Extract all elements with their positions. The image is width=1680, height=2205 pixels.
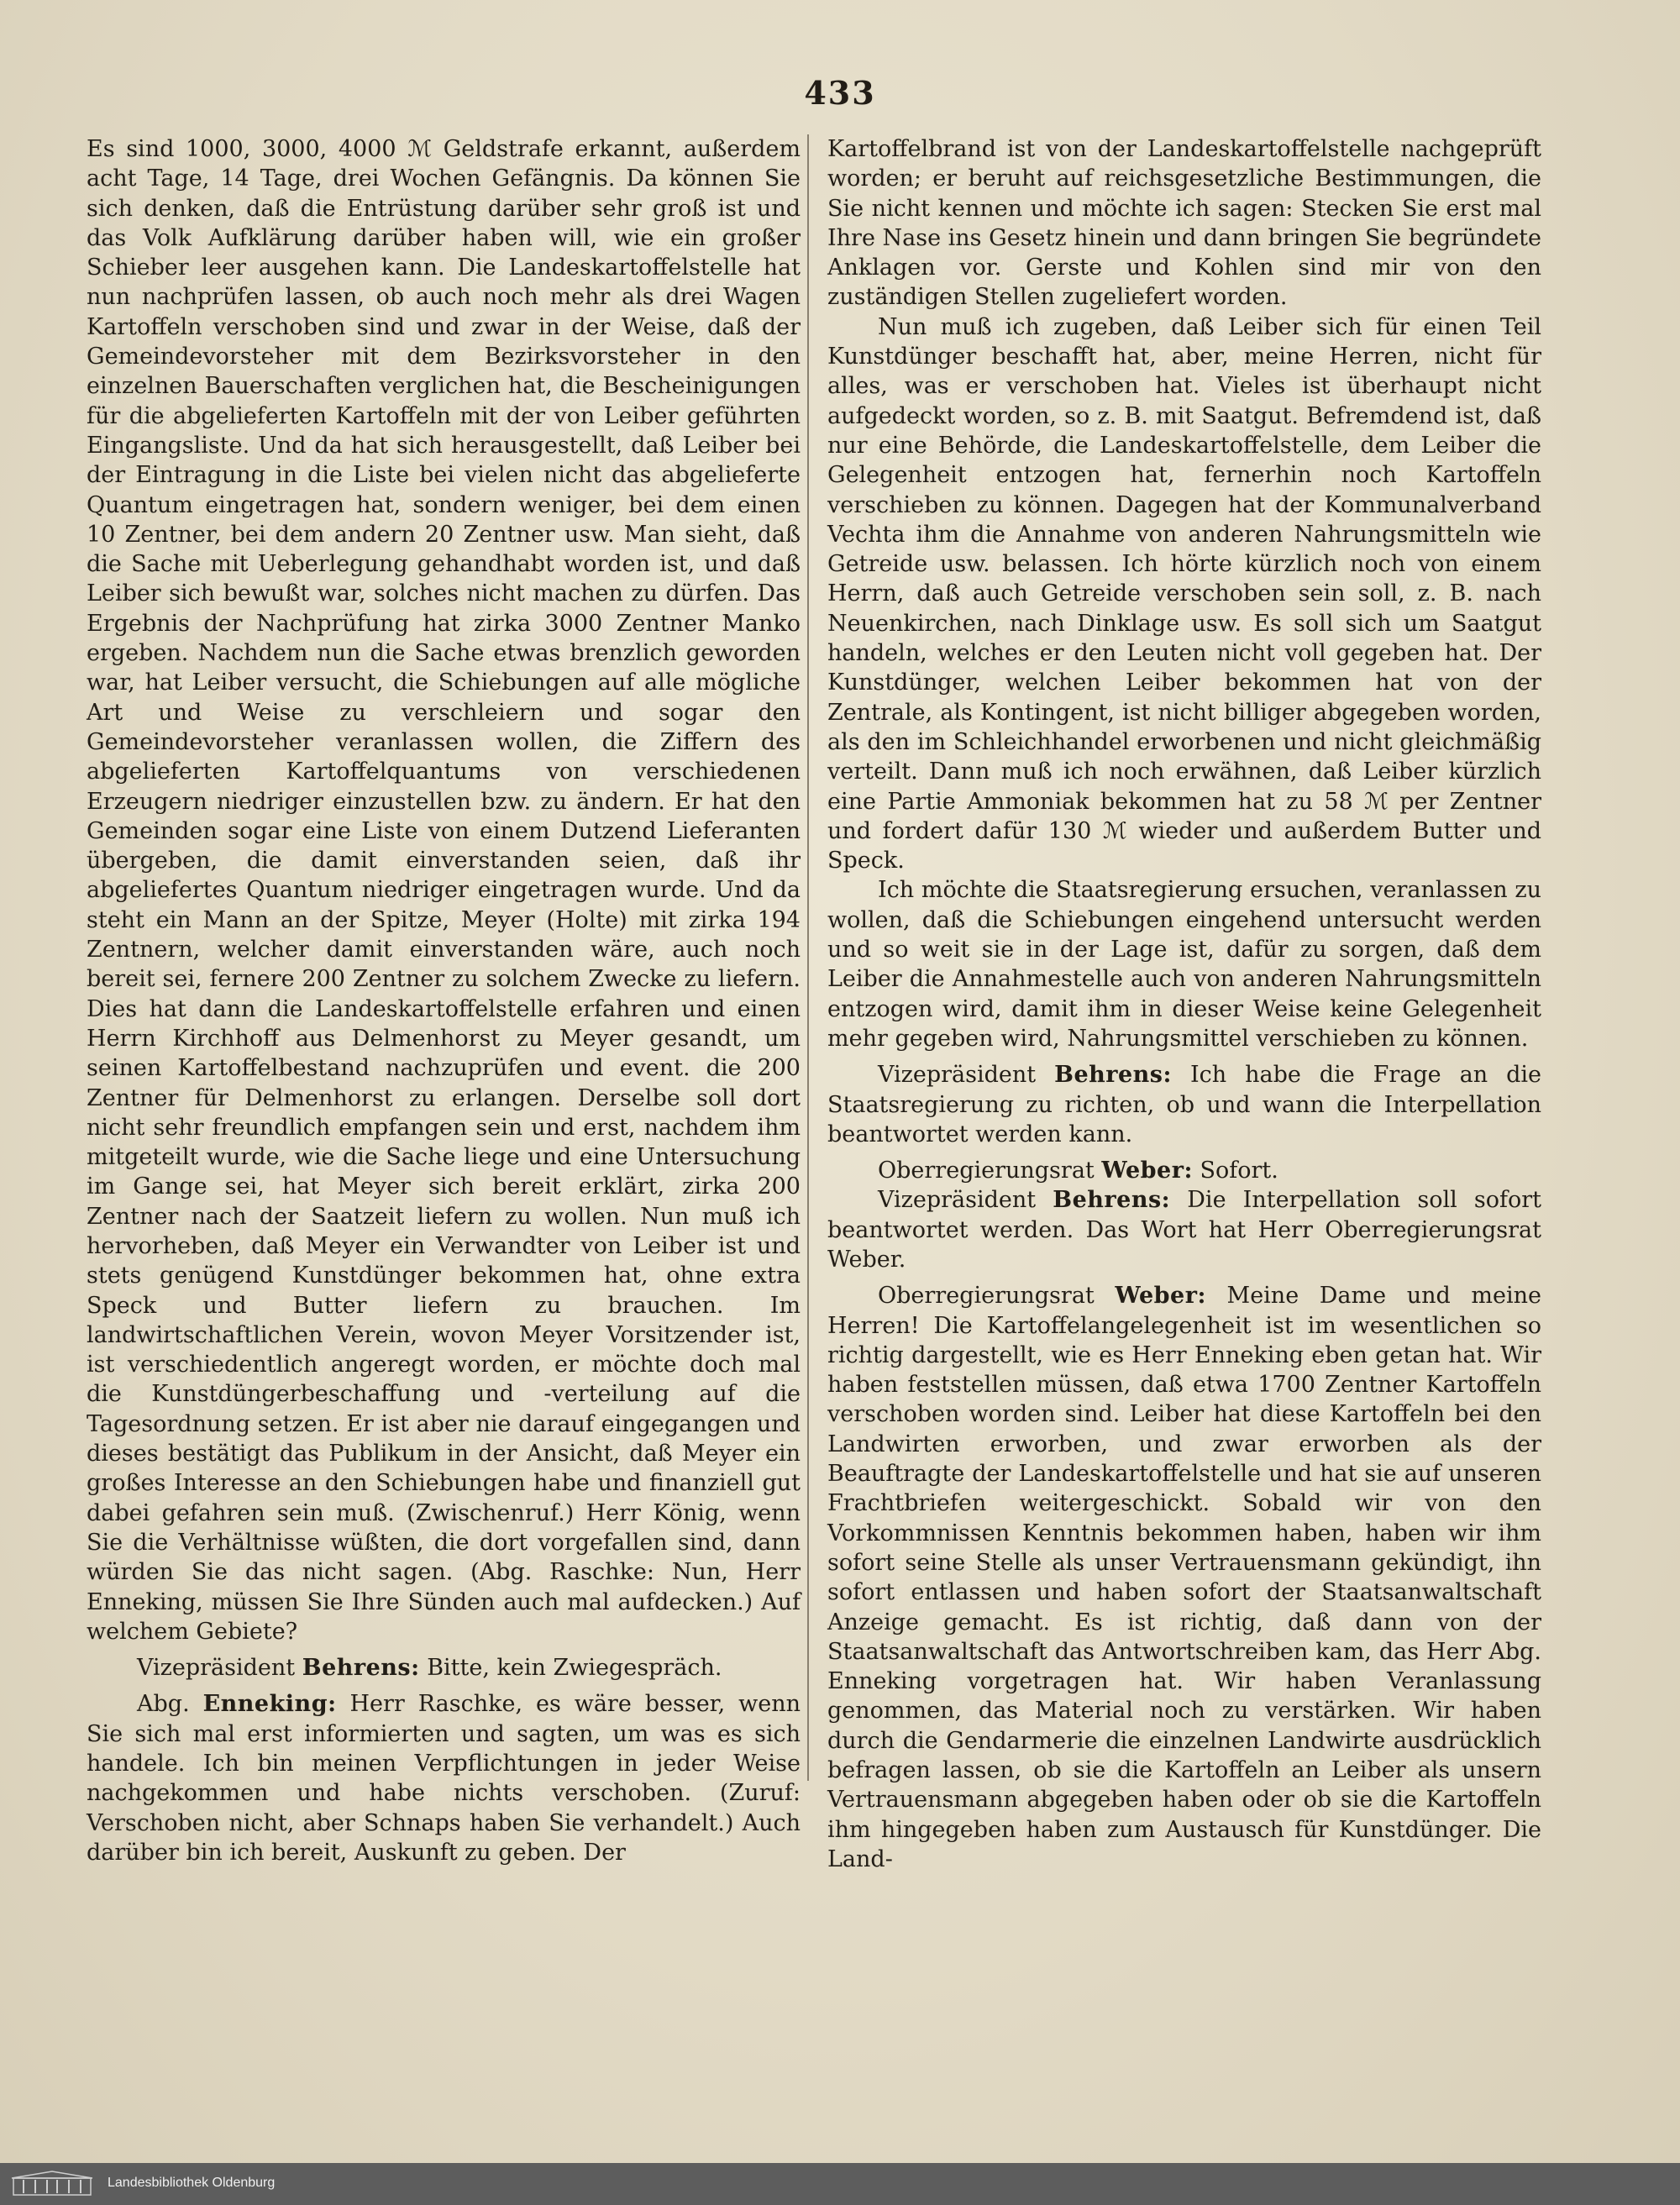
speech-text: Bitte, kein Zwiegespräch. bbox=[427, 1655, 722, 1682]
column-divider bbox=[807, 134, 809, 1781]
page-number: 433 bbox=[804, 74, 876, 112]
speech-text: Sofort. bbox=[1200, 1158, 1278, 1184]
speech-text: Herr Raschke, es wäre besser, wenn Sie sich mal erst informierten und sagten, um was es sich handele. Ich bin meinen Verpflichtungen in jeder Weise nachgekommen und habe nichts verschoben. (Zuruf: Verschoben nicht, aber Schnaps haben Sie verhandelt.) Auch darüber bin ich bereit, Auskunft zu geben. Der bbox=[87, 1691, 801, 1866]
left-paragraph: Es sind 1000, 3000, 4000 ℳ Geldstrafe erkannt, außerdem acht Tage, 14 Tage, drei Wochen Gefängnis. Da können Sie sich denken, daß die Entrüstung darüber sehr groß ist und das Volk Aufklärung darüber haben will, wie ein großer Schieber leer ausgehen kann. Die Landeskartoffelstelle hat nun nachprüfen lassen, ob auch noch mehr als drei Wagen Kartoffeln verschoben sind und zwar in der Weise, daß der Gemeindevorsteher mit dem Bezirksvorsteher in den einzelnen Bauerschaften verglichen hat, die Bescheinigungen für die abgelieferten Kartoffeln mit der von Leiber geführten Eingangsliste. Und da hat sich herausgestellt, daß Leiber bei der Eintragung in die Liste bei vielen nicht das abgelieferte Quantum eingetragen hat, sondern weniger, bei dem einen 10 Zentner, bei dem andern 20 Zentner usw. Man sieht, daß die Sache mit Ueberlegung gehandhabt worden ist, und daß Leiber sich bewußt war, solches nicht machen zu dürfen. Das Ergebnis der Nachprüfung hat zirka 3000 Zentner Manko ergeben. Nachdem nun die Sache etwas brenzlich geworden war, hat Leiber versucht, die Schiebungen auf alle mögliche Art und Weise zu verschleiern und sogar den Gemeindevorsteher veranlassen wollen, die Ziffern des abgelieferten Kartoffelquantums von verschiedenen Erzeugern niedriger einzustellen bzw. zu ändern. Er hat den Gemeinden sogar eine Liste von einem Dutzend Lieferanten übergeben, die damit einverstanden seien, daß ihr abgeliefertes Quantum niedriger eingetragen wurde. Und da steht ein Mann an der Spitze, Meyer (Holte) mit zirka 194 Zentnern, welcher damit einverstanden wäre, auch noch bereit sei, fernere 200 Zentner zu solchem Zwecke zu liefern. Dies hat dann die Landeskartoffelstelle erfahren und einen Herrn Kirchhoff aus Delmenhorst zu Meyer gesandt, um seinen Kartoffelbestand nachzuprüfen und event. die 200 Zentner für Delmenhorst zu erlangen. Derselbe soll dort nicht sehr freundlich empfangen sein und erst, nachdem ihm mitgeteilt wurde, wie die Sache liege und eine Untersuchung im Gange sei, hat Meyer sich bereit erklärt, zirka 200 Zentner nach der Saatzeit liefern zu wollen. Nun muß ich hervorheben, daß Meyer ein Verwandter von Leiber ist und stets genügend Kunstdünger bekommen hat, ohne extra Speck und Butter liefern zu brauchen. Im landwirtschaftlichen Verein, wovon Meyer Vorsitzender ist, ist verschiedentlich angeregt worden, er möchte doch mal die Kunstdüngerbeschaffung und -verteilung auf die Tagesordnung setzen. Er ist aber nie darauf eingegangen und dieses bestätigt das Publikum in der Ansicht, daß Meyer ein großes Interesse an den Schiebungen habe und finanziell gut dabei gefahren sein muß. (Zwischenruf.) Herr König, wenn Sie die Verhältnisse wüßten, die dort vorgefallen sind, dann würden Sie das nicht sagen. (Abg. Raschke: Nun, Herr Enneking, müssen Sie Ihre Sünden auch mal aufdecken.) Auf welchem Gebiete? bbox=[87, 136, 801, 1645]
speech-enneking bbox=[87, 1689, 801, 1867]
speech-vizepraesident-behrens-1 bbox=[87, 1653, 801, 1683]
right-paragraph-2: Nun muß ich zugeben, daß Leiber sich für einen Teil Kunstdünger beschafft hat, aber, meine Herren, nicht für alles, was er verschoben hat. Vieles ist überhaupt nicht aufgedeckt worden, so z. B. mit Saatgut. Befremdend ist, daß nur eine Behörde, die Landeskartoffelstelle, dem Leiber die Gelegenheit entzogen hat, fernerhin noch Kartoffeln verschieben zu können. Dagegen hat der Kommunalverband Vechta ihm die Annahme von anderen Nahrungsmitteln wie Getreide usw. belassen. Ich hörte kürzlich noch von einem Herrn, daß auch Getreide verschoben sein soll, z. B. nach Neuenkirchen, nach Dinklage usw. Es soll sich um Saatgut handeln, welches er den Leuten nicht voll gegeben hat. Der Kunstdünger, welchen Leiber bekommen hat von der Zentrale, als Kontingent, ist nicht billiger abgegeben worden, als den im Schleichhandel erworbenen und nicht gleichmäßig verteilt. Dann muß ich noch erwähnen, daß Leiber kürzlich eine Partie Ammoniak bekommen hat zu 58 ℳ per Zentner und fordert dafür 130 ℳ wieder und außerdem Butter und Speck. bbox=[827, 313, 1541, 874]
speaker-name: Behrens: bbox=[302, 1655, 420, 1682]
speech-weber-1 bbox=[827, 1156, 1541, 1185]
speech-text: Die Interpellation soll sofort beantwortet werden. Das Wort hat Herr Oberregierungsrat Weber. bbox=[827, 1187, 1541, 1273]
speaker-name: Weber: bbox=[1101, 1158, 1193, 1184]
library-name: Landesbibliothek Oldenburg bbox=[108, 2176, 276, 2190]
speech-weber-2 bbox=[827, 1281, 1541, 1874]
speaker-title: Oberregierungsrat bbox=[878, 1283, 1095, 1310]
speech-text: Ich habe die Frage an die Staatsregierung zu richten, ob und wann die Interpellation beantwortet werden kann. bbox=[827, 1062, 1541, 1147]
speaker-name: Weber: bbox=[1115, 1283, 1206, 1310]
speaker-title: Oberregierungsrat bbox=[878, 1158, 1095, 1184]
speech-vizepraesident-behrens-2 bbox=[827, 1060, 1541, 1149]
footer-bar bbox=[0, 2163, 1680, 2205]
right-paragraph-1: Kartoffelbrand ist von der Landeskartoffelstelle nachgeprüft worden; er beruht auf reichsgesetzliche Bestimmungen, die Sie nicht kennen und möchte ich sagen: Stecken Sie erst mal Ihre Nase ins Gesetz hinein und dann bringen Sie begründete Anklagen vor. Gerste und Kohlen sind mir von den zuständigen Stellen zugeliefert worden. bbox=[827, 136, 1542, 311]
speaker-title: Vizepräsident bbox=[137, 1655, 296, 1682]
left-column bbox=[87, 134, 801, 1867]
library-building-icon bbox=[10, 2170, 94, 2198]
speaker-name: Behrens: bbox=[1054, 1062, 1172, 1089]
right-paragraph-3: Ich möchte die Staatsregierung ersuchen, veranlassen zu wollen, daß die Schiebungen eingehend untersucht werden und so weit sie in der Lage ist, dafür zu sorgen, daß dem Leiber die Annahmestelle auch von anderen Nahrungsmitteln entzogen wird, damit ihm in dieser Weise keine Gelegenheit mehr gegeben wird, Nahrungsmittel verschieben zu können. bbox=[827, 877, 1541, 1052]
right-column bbox=[827, 134, 1541, 1874]
speaker-title: Vizepräsident bbox=[878, 1187, 1037, 1214]
speaker-name: Enneking: bbox=[202, 1691, 337, 1718]
speaker-name: Behrens: bbox=[1053, 1187, 1171, 1214]
speaker-title: Abg. bbox=[137, 1691, 190, 1718]
speech-vizepraesident-behrens-3 bbox=[827, 1185, 1541, 1274]
speech-text: Meine Dame und meine Herren! Die Kartoffelangelegenheit ist im wesentlichen so richtig dargestellt, wie es Herr Enneking eben getan hat. Wir haben feststellen müssen, daß etwa 1700 Zentner Kartoffeln verschoben worden sind. Leiber hat diese Kartoffeln bei den Landwirten erworben, und zwar erworben als der Beauftragte der Landeskartoffelstelle und hat sie auf unseren Frachtbriefen weitergeschickt. Sobald wir von den Vorkommnissen Kenntnis bekommen haben, haben wir ihm sofort seine Stelle als unser Vertrauensmann gekündigt, ihn sofort entlassen und haben sofort der Staatsanwaltschaft Anzeige gemacht. Es ist richtig, daß dann von der Staatsanwaltschaft das Antwortschreiben kam, das Herr Abg. Enneking vorgetragen hat. Wir haben Veranlassung genommen, das Material noch zu verstärken. Wir haben durch die Gendarmerie die einzelnen Landwirte ausdrücklich befragen lassen, ob sie die Kartoffeln an Leiber als unsern Vertrauensmann abgegeben haben oder ob sie die Kartoffeln ihm hingegeben haben zum Austausch für Kunstdünger. Die Land- bbox=[827, 1283, 1541, 1872]
speaker-title: Vizepräsident bbox=[878, 1062, 1037, 1089]
